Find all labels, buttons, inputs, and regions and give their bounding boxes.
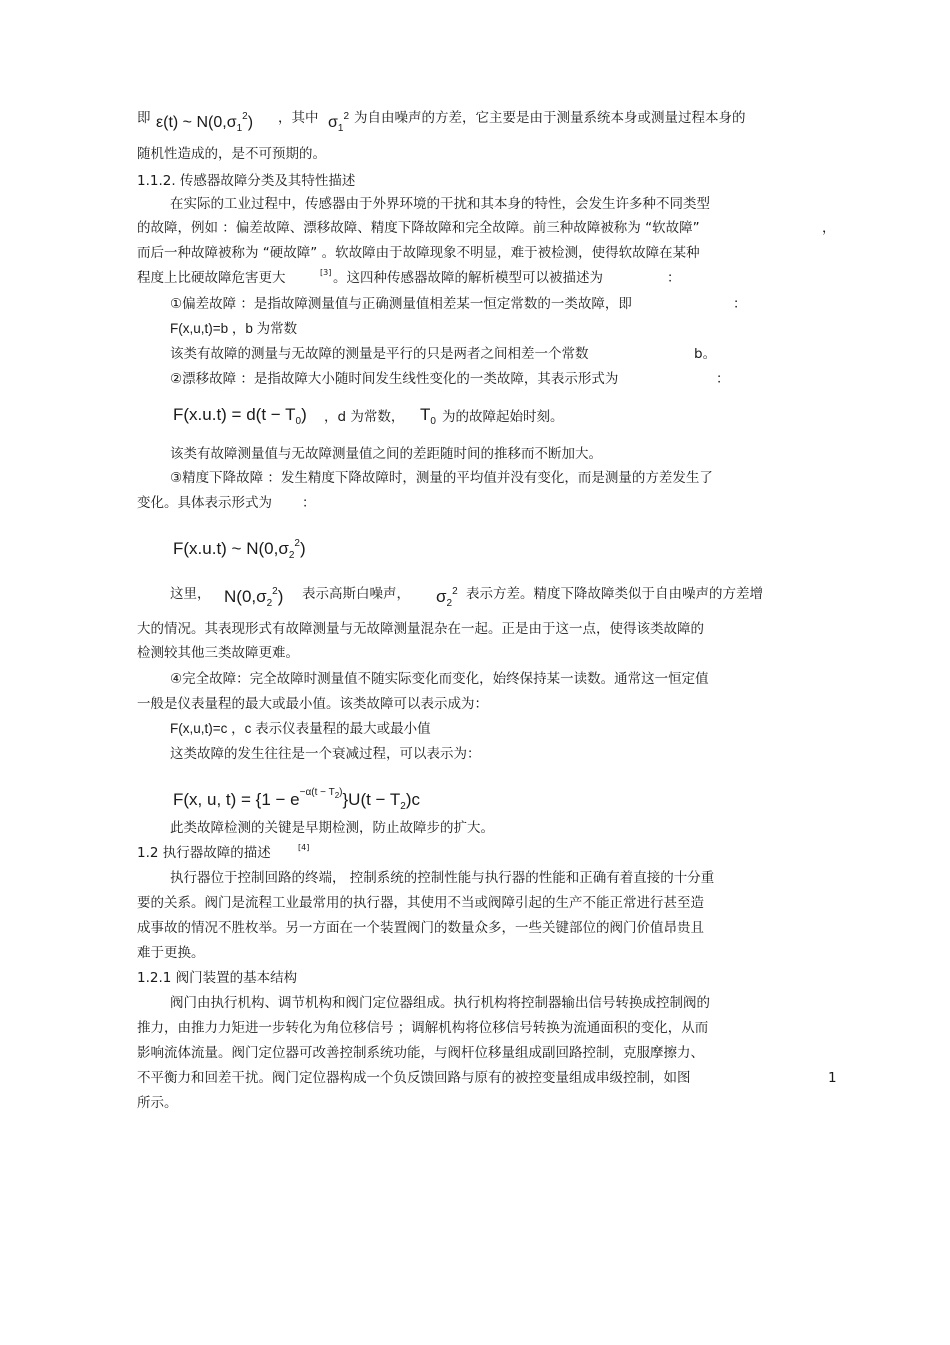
text-line: 在实际的工业过程中，传感器由于外界环境的干扰和其本身的特性，会发生许多种不同类型 (170, 196, 710, 212)
text-line: 所示。 (137, 1095, 178, 1111)
citation-ref: [4] (298, 843, 310, 852)
text-line: 推力，由推力力矩进一步转化为角位移信号 ；调解机构将位移信号转换为流通面积的变化，从而 (137, 1020, 709, 1036)
citation-ref: [3] (320, 268, 332, 277)
text-line: 表示高斯白噪声， (302, 586, 410, 602)
text-fragment: ，其中 (278, 110, 319, 126)
text-line: ： (733, 296, 747, 312)
math-fragment: σ (436, 587, 447, 606)
text-line (137, 109, 151, 127)
text-line: 变化。具体表示形式为 (137, 495, 272, 511)
text-line: 成事故的情况不胜枚举。另一方面在一个装置阀门的数量众多，一些关键部位的阀门价值昂贵且 (137, 920, 704, 936)
math-fragment: ) (339, 787, 343, 798)
math-subscript: 2 (446, 598, 453, 609)
math-sigma1-squared (328, 106, 349, 140)
text-line: 要的关系。阀门是流程工业最常用的执行器，其使用不当或阀障引起的生产不能正常进行甚至造 (137, 895, 704, 911)
text-line: 该类有故障测量值与无故障测量值之间的差距随时间的推移而不断加大。 (170, 446, 602, 462)
text-line: 该类有故障的测量与无故障的测量是平行的只是两者之间相差一个常数 (170, 346, 589, 362)
text-line: F(x,u,t)=b ，b 为常数 (170, 321, 298, 336)
text-line: ②漂移故障 ：是指故障大小随时间发生线性变化的一类故障，其表示形式为 (170, 371, 619, 387)
text-line: ①偏差故障 ：是指故障测量值与正确测量值相差某一恒定常数的一类故障，即 (170, 296, 632, 312)
math-fragment: ) (301, 405, 307, 424)
text-line: ： (302, 495, 316, 511)
text-line: 为的故障起始时刻。 (442, 409, 564, 425)
section-heading: 1.2 执行器故障的描述 (137, 845, 271, 861)
text-line: 执行器位于控制回路的终端， 控制系统的控制性能与执行器的性能和正确有着直接的十分重 (170, 870, 715, 886)
text-line: 一般是仪表量程的最大或最小值。该类故障可以表示成为： (137, 696, 488, 712)
math-subscript: 1 (337, 123, 344, 134)
math-superscript: 2 (272, 586, 278, 597)
math-superscript: 2 (242, 111, 248, 122)
math-fragment: N(0,σ (224, 587, 267, 606)
text-line: 的故障，例如 ：偏差故障、漂移故障、精度下降故障和完全故障。前三种故障被称为 “软故障” (137, 220, 700, 236)
text-line: ： (716, 371, 730, 387)
text-line: 阀门由执行机构、调节机构和阀门定位器组成。执行机构将控制器输出信号转换成控制阀的 (170, 995, 710, 1011)
math-fragment: T (420, 405, 431, 424)
text-line: 影响流体流量。阀门定位器可改善控制系统功能，与阀杆位移量组成副回路控制，克服摩擦力、 (137, 1045, 704, 1061)
text-line (354, 109, 746, 127)
text-line: 而后一种故障被称为 “硬故障” 。软故障由于故障现象不明显，难于被检测，使得软故障在某种 (137, 245, 700, 261)
text-line: 这类故障的发生往往是一个衰减过程，可以表示为： (170, 746, 481, 762)
text-line: 不平衡力和回差干扰。阀门定位器构成一个负反馈回路与原有的被控变量组成串级控制，如图 (137, 1070, 691, 1086)
text-line: ，d 为常数， (324, 409, 405, 425)
math-subscript: 0 (430, 416, 436, 427)
math-subscript: 2 (400, 801, 406, 812)
text-fragment: 即 (137, 110, 151, 126)
text-fragment: 程度上比硬故障危害更大 (137, 270, 286, 286)
text-line (137, 269, 286, 287)
text-line: F(x,u,t)=c ，c 表示仪表量程的最大或最小值 (170, 721, 431, 736)
text-line (278, 109, 319, 127)
math-precision-equation (173, 533, 306, 567)
math-subscript: 2 (288, 550, 295, 561)
text-line: 大的情况。其表现形式有故障测量与无故障测量混杂在一起。正是由于这一点，使得该类故障的 (137, 621, 704, 637)
text-line: ④完全故障：完全故障时测量值不随实际变化而变化，始终保持某一读数。通常这一恒定值 (170, 671, 709, 687)
math-fragment: ε(t) ~ N(0,σ (156, 114, 237, 131)
math-decay-equation (173, 782, 420, 818)
math-t0 (420, 404, 436, 433)
text-line: 此类故障检测的关键是早期检测，防止故障步的扩大。 (170, 820, 494, 836)
text-line: 检测较其他三类故障更难。 (137, 645, 299, 661)
math-superscript: 2 (343, 111, 349, 122)
math-fragment: )c (405, 790, 421, 809)
math-subscript: 0 (295, 416, 302, 427)
text-line: 随机性造成的，是不可预期的。 (137, 146, 326, 162)
section-heading: 1.1.2. 传感器故障分类及其特性描述 (137, 173, 356, 189)
math-fragment: F(x.u.t) = d(t − T (173, 405, 296, 424)
math-fragment: ) (247, 114, 254, 131)
math-fragment: F(x.u.t) ~ N(0,σ (173, 539, 289, 558)
math-sigma2-squared (436, 581, 458, 615)
math-subscript: 2 (266, 598, 273, 609)
math-drift-equation (173, 404, 307, 433)
section-heading: 1.2.1 阀门装置的基本结构 (137, 970, 298, 986)
math-subscript: 1 (236, 123, 243, 134)
text-fragment: 为自由噪声的方差，它主要是由于测量系统本身或测量过程本身的 (354, 110, 746, 126)
math-superscript: 2 (452, 586, 458, 597)
text-line: 表示方差。精度下降故障类似于自由噪声的方差增 (466, 586, 763, 602)
figure-number: 1 (828, 1070, 837, 1086)
math-fragment: ) (277, 587, 284, 606)
text-line: 这里， (170, 586, 211, 602)
math-gaussian-noise (224, 581, 283, 615)
math-fragment: F(x, u, t) = {1 − e (173, 790, 300, 809)
text-line: ③精度下降故障 ：发生精度下降故障时，测量的平均值并没有变化，而是测量的方差发生了 (170, 470, 713, 486)
math-subscript: 2 (334, 791, 340, 800)
math-superscript: 2 (294, 538, 300, 549)
text-line: 难于更换。 (137, 945, 205, 961)
math-fragment: σ (328, 114, 338, 131)
math-fragment: −α(t − T (299, 787, 335, 798)
math-fragment: }U(t − T (342, 790, 401, 809)
math-exponent (300, 787, 343, 798)
text-line: ： (667, 270, 681, 286)
text-line: b。 (694, 346, 717, 362)
text-line: ， (822, 220, 836, 236)
text-line: 。这四种传感器故障的解析模型可以被描述为 (333, 270, 603, 286)
math-fragment: ) (299, 539, 306, 558)
math-epsilon-distribution (156, 106, 253, 140)
